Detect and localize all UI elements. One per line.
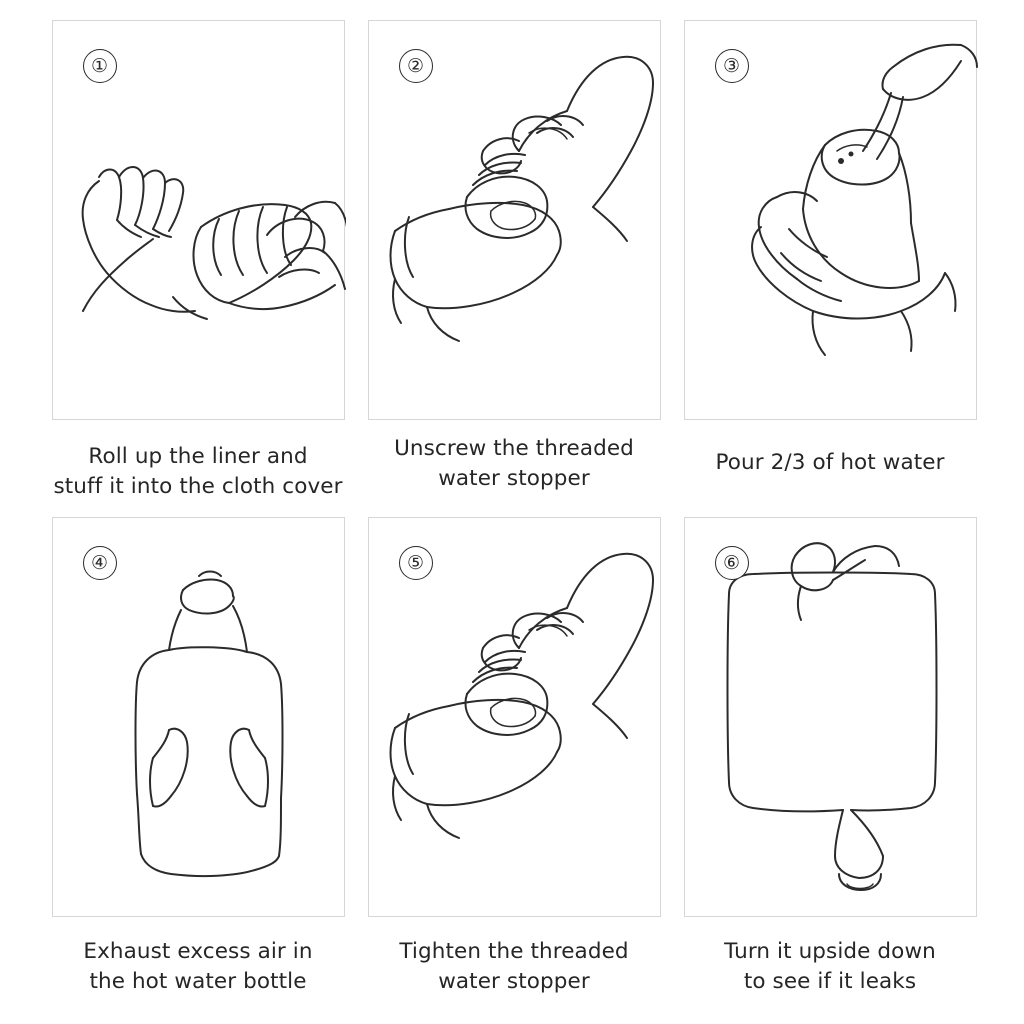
step-illustration-panel-3 — [684, 20, 977, 420]
step-illustration-panel-2 — [368, 20, 661, 420]
step-caption-1-line-1: Roll up the liner and — [88, 444, 308, 469]
step-caption-3 — [680, 448, 980, 478]
step-card-2 — [364, 20, 664, 507]
step-illustration-panel-6 — [684, 517, 977, 917]
step-card-6 — [680, 517, 980, 1004]
step-number-badge-4: ④ — [83, 546, 117, 580]
step-number-badge-6: ⑥ — [715, 546, 749, 580]
step-caption-4-line-1: Exhaust excess air in — [83, 939, 313, 964]
step-number-badge-1: ① — [83, 49, 117, 83]
step-card-4 — [48, 517, 348, 1004]
step-illustration-panel-1 — [52, 20, 345, 420]
step-caption-2-line-1: Unscrew the threaded — [394, 436, 634, 461]
step-number-badge-5: ⑤ — [399, 546, 433, 580]
step-caption-1 — [48, 442, 348, 501]
step-caption-1-line-2: stuff it into the cloth cover — [53, 473, 343, 499]
step-illustration-panel-4 — [52, 517, 345, 917]
step-caption-5 — [364, 937, 664, 996]
step-number-badge-3: ③ — [715, 49, 749, 83]
step-caption-2-line-2: water stopper — [438, 465, 590, 491]
step-caption-5-line-1: Tighten the threaded — [399, 939, 629, 964]
step-card-5 — [364, 517, 664, 1004]
step-caption-4 — [48, 937, 348, 996]
step-card-1 — [48, 20, 348, 507]
step-caption-6-line-2: to see if it leaks — [743, 968, 917, 994]
step-illustration-panel-5 — [368, 517, 661, 917]
step-number-badge-2: ② — [399, 49, 433, 83]
step-caption-6 — [680, 937, 980, 996]
step-caption-5-line-2: water stopper — [438, 968, 590, 994]
step-card-3 — [680, 20, 980, 507]
step-caption-3-line-1: Pour 2/3 of hot water — [715, 450, 945, 475]
step-caption-2 — [364, 434, 664, 493]
step-caption-6-line-1: Turn it upside down — [724, 939, 936, 964]
step-caption-4-line-2: the hot water bottle — [89, 968, 307, 994]
steps-grid — [48, 20, 978, 1004]
